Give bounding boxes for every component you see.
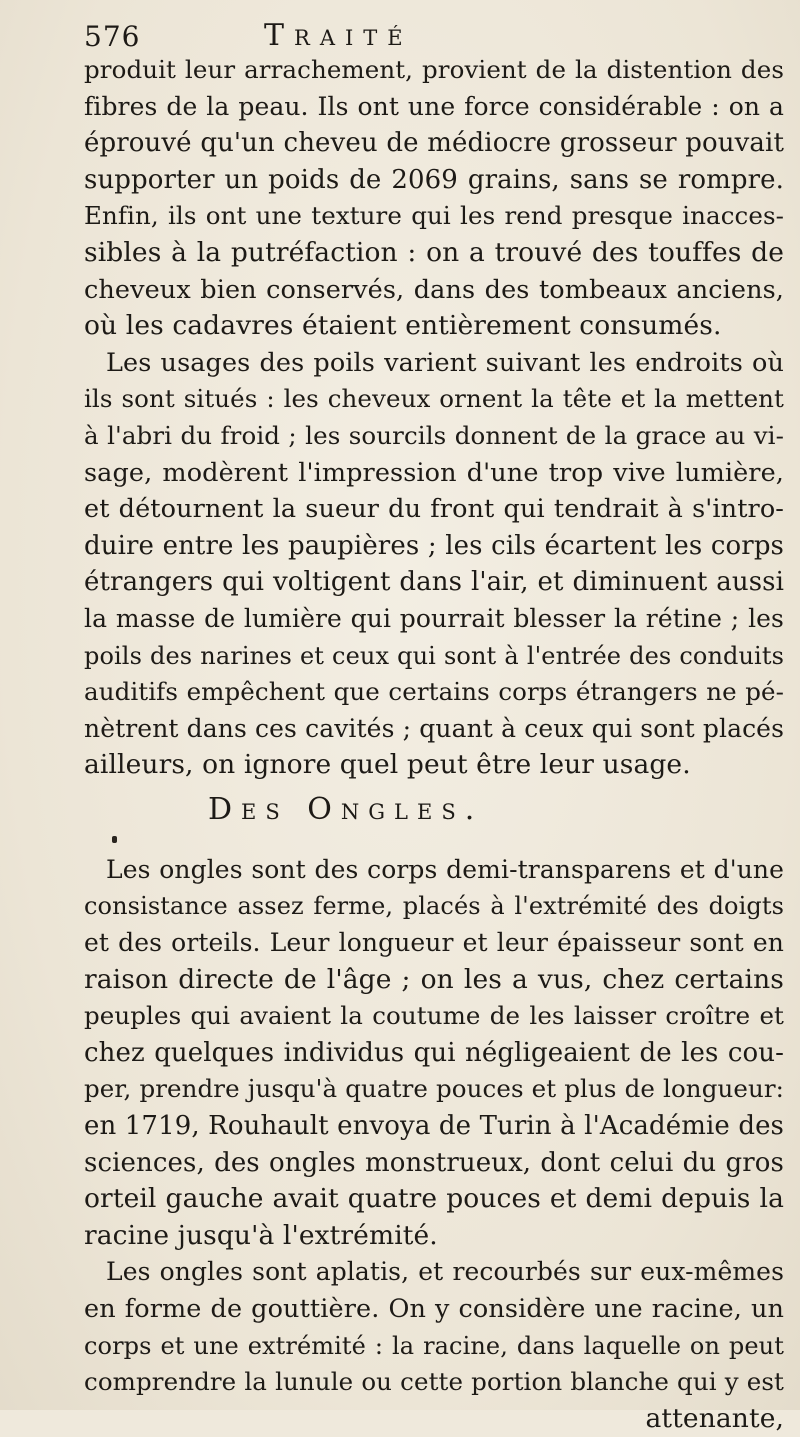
catchword: attenante, xyxy=(645,1402,784,1434)
text-line: comprendre la lunule ou cette portion blanche qui y est xyxy=(84,1367,784,1397)
text-line: ils sont situés : les cheveux ornent la tête et la mettent xyxy=(84,384,784,414)
text-line: raison directe de l'âge ; on les a vus, chez certains xyxy=(84,963,784,995)
text-line: chez quelques individus qui négligeaient de les cou- xyxy=(84,1037,784,1068)
text-line: duire entre les paupières ; les cils écartent les corps xyxy=(84,530,784,561)
text-line: orteil gauche avait quatre pouces et demi depuis la xyxy=(84,1183,784,1215)
text-line: où les cadavres étaient entièrement consumés. xyxy=(84,310,722,342)
page-number: 576 xyxy=(84,20,141,53)
ornament-mark xyxy=(84,840,784,852)
text-line: étrangers qui voltigent dans l'air, et diminuent aussi xyxy=(84,567,784,598)
text-line: fibres de la peau. Ils ont une force considérable : on a xyxy=(84,91,784,121)
text-line: Enfin, ils ont une texture qui les rend presque inacces- xyxy=(84,201,784,231)
text-line: consistance assez ferme, placés à l'extrémité des doigts xyxy=(84,892,784,921)
text-line: peuples qui avaient la coutume de les laisser croître et xyxy=(84,1001,784,1031)
text-line: poils des narines et ceux qui sont à l'entrée des conduits xyxy=(84,641,784,670)
text-line: produit leur arrachement, provient de la distention des xyxy=(84,55,784,84)
paragraph-hair-uses xyxy=(84,345,784,784)
text-line: ailleurs, on ignore quel peut être leur usage. xyxy=(84,749,691,781)
text-line: la masse de lumière qui pourrait blesser la rétine ; les xyxy=(84,603,784,633)
paragraph-nails-shape xyxy=(84,1254,784,1400)
text-line: et des orteils. Leur longueur et leur épaisseur sont en xyxy=(84,928,784,958)
text-line: sciences, des ongles monstrueux, dont celui du gros xyxy=(84,1147,784,1178)
text-line: corps et une extrémité : la racine, dans laquelle on peut xyxy=(84,1331,784,1360)
paragraph-hair-end xyxy=(84,52,784,345)
text-line: éprouvé qu'un cheveu de médiocre grosseur pouvait xyxy=(84,128,784,159)
text-line: et détournent la sueur du front qui tendrait à s'intro- xyxy=(84,494,784,525)
text-line: sibles à la putréfaction : on a trouvé des touffes de xyxy=(84,236,784,268)
text-line: nètrent dans ces cavités ; quant à ceux qui sont placés xyxy=(84,713,784,743)
text-line: à l'abri du froid ; les sourcils donnent de la grace au vi- xyxy=(84,420,784,450)
text-line: sage, modèrent l'impression d'une trop vive lumière, xyxy=(84,457,784,488)
text-line: per, prendre jusqu'à quatre pouces et plus de longueur: xyxy=(84,1074,784,1104)
text-line: Les ongles sont aplatis, et recourbés sur eux-mêmes xyxy=(106,1257,784,1287)
running-head: Traité xyxy=(264,18,413,53)
text-line: en 1719, Rouhault envoya de Turin à l'Académie des xyxy=(84,1111,784,1142)
text-line: racine jusqu'à l'extrémité. xyxy=(84,1219,438,1251)
text-line: en forme de gouttière. On y considère une racine, un xyxy=(84,1294,784,1324)
text-line: cheveux bien conservés, dans des tombeaux anciens, xyxy=(84,274,784,305)
paragraph-nails-intro xyxy=(84,852,784,1255)
text-line: Les usages des poils varient suivant les endroits où xyxy=(106,347,784,378)
section-title: Des Ongles. xyxy=(208,791,484,827)
text-line: supporter un poids de 2069 grains, sans se rompre. xyxy=(84,164,784,195)
text-line: auditifs empêchent que certains corps étrangers ne pé- xyxy=(84,677,784,707)
text-block xyxy=(84,52,784,1437)
text-line: Les ongles sont des corps demi-transparens et d'une xyxy=(106,854,784,884)
